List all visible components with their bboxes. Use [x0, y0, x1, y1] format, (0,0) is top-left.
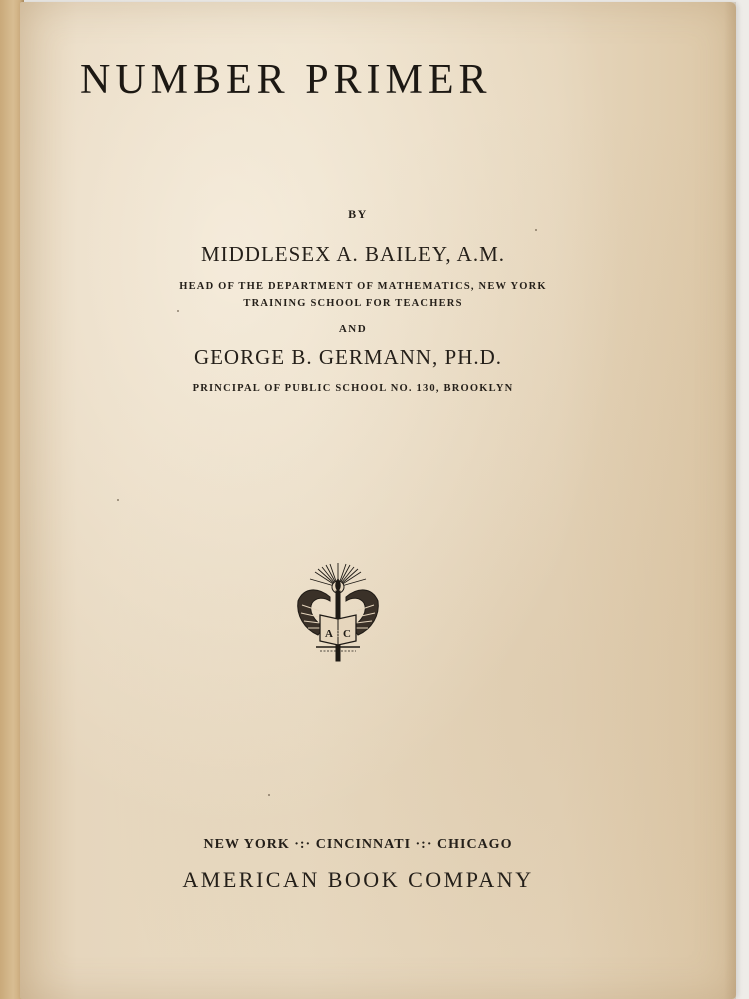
book-title: NUMBER PRIMER: [80, 57, 492, 103]
emblem-letter-c: C: [343, 628, 351, 640]
emblem-letter-a: A: [325, 628, 333, 640]
author-2-credit-line: PRINCIPAL OF PUBLIC SCHOOL NO. 130, BROOKLYN: [192, 383, 514, 394]
paper-speck: [117, 499, 119, 501]
publisher-cities: NEW YORK ·:· CINCINNATI ·:· CHICAGO: [203, 837, 513, 852]
paper-speck: [535, 229, 537, 231]
conjunction: AND: [338, 323, 368, 335]
emblem-letter-b: B: [334, 629, 342, 639]
by-line: BY: [348, 207, 368, 221]
title-page: [20, 2, 736, 999]
author-1-credit-line-1: HEAD OF THE DEPARTMENT OF MATHEMATICS, NEW YORK: [179, 281, 547, 292]
author-2-name: GEORGE B. GERMANN, PH.D.: [193, 345, 503, 369]
author-1-name: MIDDLESEX A. BAILEY, A.M.: [200, 242, 506, 266]
author-1-credit-line-2: TRAINING SCHOOL FOR TEACHERS: [243, 298, 463, 309]
paper-speck: [177, 310, 179, 312]
paper-speck: [268, 794, 270, 796]
publisher-name: AMERICAN BOOK COMPANY: [182, 867, 534, 892]
publisher-emblem-icon: [290, 557, 386, 669]
